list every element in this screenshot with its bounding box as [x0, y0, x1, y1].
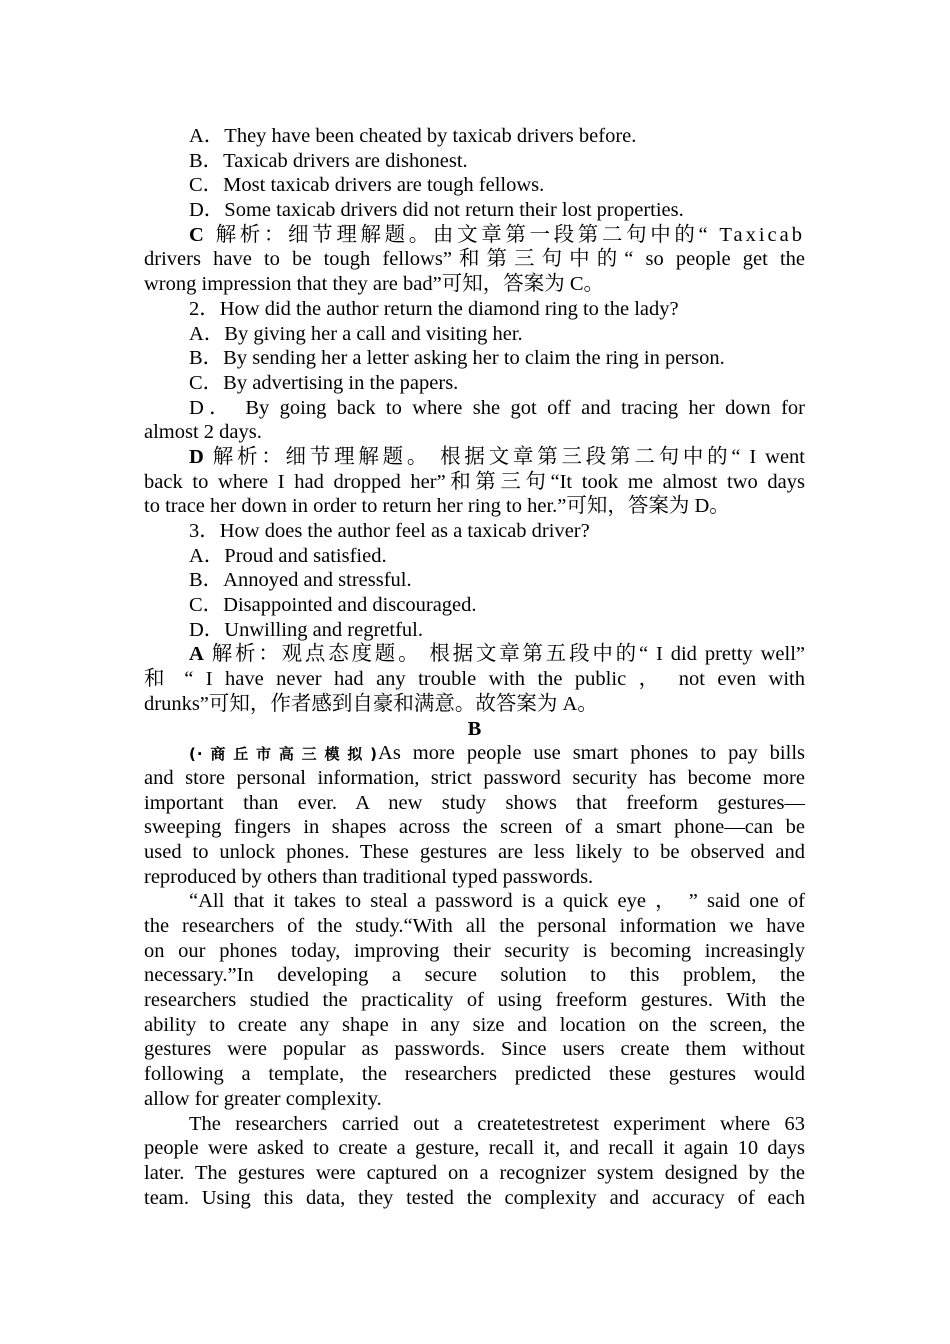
passage-p2-line2: the researchers of the study.“With all the personal information we have — [144, 915, 805, 937]
q1-option-d: D．Some taxicab drivers did not return their lost properties. — [189, 199, 684, 222]
q2-answer-text: 解析：细节理解题。 根据文章第三段第二句中的“ I went — [212, 445, 805, 468]
passage-source: (·商丘市高三模拟) — [189, 745, 379, 764]
q1-answer-line — [144, 223, 805, 248]
q2-answer-line3: to trace her down in order to return her ring to her.”可知，答案为 D。 — [144, 495, 730, 518]
passage-p2-line6: ability to create any shape in any size and location on the screen, the — [144, 1013, 805, 1036]
q1-answer-line2: drivers have to be tough fellows”和第三句中的“ so people get the — [144, 248, 805, 271]
q3-answer-line3: drunks”可知，作者感到自豪和满意。故答案为 A。 — [144, 692, 598, 715]
passage-p3-line3: later. The gestures were captured on a recognizer system designed by the — [144, 1161, 805, 1184]
q2-answer-letter: D — [189, 445, 204, 468]
passage-p1-line6: reproduced by others than traditional typed passwords. — [144, 865, 594, 888]
q1-option-b: B．Taxicab drivers are dishonest. — [189, 149, 468, 172]
q2-option-d: D． By going back to where she got off and tracing her down for — [189, 396, 805, 419]
q1-option-c: C．Most taxicab drivers are tough fellows. — [189, 174, 545, 197]
q2-option-b: B．By sending her a letter asking her to claim the ring in person. — [189, 347, 725, 370]
passage-p1-line1 — [144, 741, 805, 766]
passage-p2-line7: gestures were popular as passwords. Since users create them without — [144, 1038, 805, 1061]
q3-answer-text: 解析：观点态度题。 根据文章第五段中的“ I did pretty well” — [211, 643, 805, 666]
q2-option-c: C．By advertising in the papers. — [189, 371, 459, 394]
passage-p1-line4: sweeping fingers in shapes across the screen of a smart phone—can be — [144, 816, 805, 839]
q2-stem: 2．How did the author return the diamond ring to the lady? — [189, 297, 679, 320]
q3-option-b: B．Annoyed and stressful. — [189, 569, 412, 592]
q2-answer-line2: back to where I had dropped her”和第三句“It took me almost two days — [144, 470, 805, 493]
q1-option-a: A．They have been cheated by taxicab drivers before. — [189, 125, 637, 147]
q3-stem: 3．How does the author feel as a taxicab driver? — [189, 520, 590, 542]
q3-option-d: D．Unwilling and regretful. — [189, 618, 423, 641]
q1-answer-text: 解析：细节理解题。由文章第一段第二句中的“ Taxicab — [215, 223, 806, 246]
passage-p2-line9: allow for greater complexity. — [144, 1087, 382, 1110]
passage-p2-line3: on our phones today, improving their security is becoming increasingly — [144, 939, 805, 962]
q3-option-c: C．Disappointed and discouraged. — [189, 594, 477, 617]
passage-p1-line5: used to unlock phones. These gestures are less likely to be observed and — [144, 840, 805, 863]
q3-answer-line — [144, 642, 805, 667]
passage-p3-line1: The researchers carried out a createtestretest experiment where 63 — [189, 1112, 805, 1135]
q2-option-a: A．By giving her a call and visiting her. — [189, 322, 523, 345]
passage-p2-line5: researchers studied the practicality of using freeform gestures. With the — [144, 989, 805, 1012]
section-heading: B — [467, 717, 482, 740]
passage-p2-line1: “All that it takes to steal a password is a quick eye ， ” said one of — [189, 890, 805, 913]
q1-answer-line3: wrong impression that they are bad”可知，答案为 C。 — [144, 273, 605, 296]
q1-answer-letter: C — [189, 223, 207, 246]
passage-p1-line1-text: As more people use smart phones to pay bills — [378, 742, 805, 765]
q3-answer-line2: 和 “ I have never had any trouble with the public ， not even with — [144, 668, 805, 691]
passage-p2-line8: following a template, the researchers predicted these gestures would — [144, 1063, 805, 1086]
passage-p1-line2: and store personal information, strict password security has become more — [144, 766, 805, 789]
document-page — [144, 124, 805, 1210]
q2-answer-line — [144, 445, 805, 470]
passage-p2-line4: necessary.”In developing a secure solution to this problem, the — [144, 964, 805, 987]
q3-answer-letter: A — [189, 643, 204, 666]
passage-p3-line4: team. Using this data, they tested the complexity and accuracy of each — [144, 1186, 805, 1209]
passage-p3-line2: people were asked to create a gesture, recall it, and recall it again 10 days — [144, 1137, 805, 1160]
q2-option-d-cont: almost 2 days. — [144, 421, 262, 444]
q3-option-a: A．Proud and satisfied. — [189, 544, 387, 567]
passage-p1-line3: important than ever. A new study shows that freeform gestures— — [144, 791, 805, 814]
